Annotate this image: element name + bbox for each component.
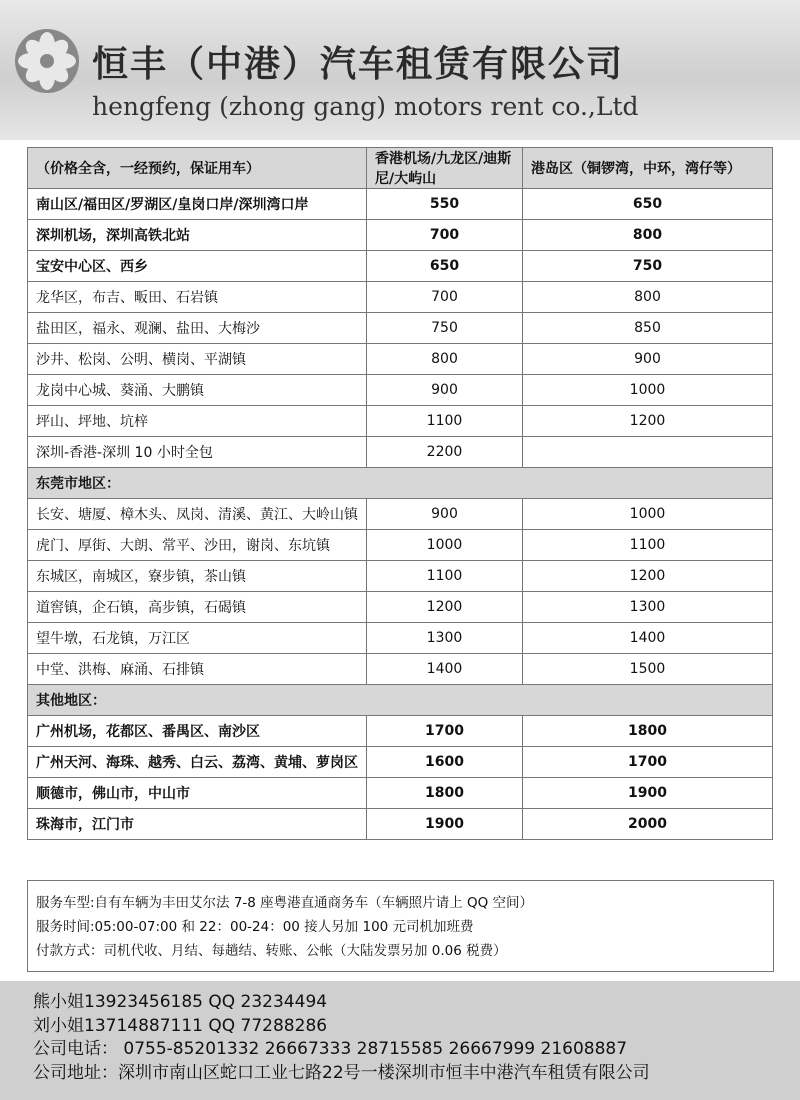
price-cell: 900 <box>523 344 773 375</box>
contact-person-2: 刘小姐13714887111 QQ 77288286 <box>33 1015 328 1036</box>
area-cell: 道窖镇，企石镇，高步镇，石碣镇 <box>28 592 367 623</box>
company-name-en: hengfeng (zhong gang) motors rent co.,Ltd <box>92 92 639 121</box>
company-address: 公司地址：深圳市南山区蛇口工业七路22号一楼深圳市恒丰中港汽车租赁有限公司 <box>33 1062 650 1083</box>
price-cell: 1700 <box>367 716 523 747</box>
table-row <box>28 313 773 344</box>
company-name-cn: 恒丰（中港）汽车租赁有限公司 <box>92 43 625 85</box>
price-cell: 2000 <box>523 809 773 840</box>
price-cell: 800 <box>523 282 773 313</box>
area-cell: 深圳-香港-深圳 10 小时全包 <box>28 437 367 468</box>
column-header-area: （价格全含，一经预约，保证用车） <box>28 148 367 189</box>
price-cell: 1400 <box>523 623 773 654</box>
section-heading: 其他地区： <box>28 685 773 716</box>
note-vehicle: 服务车型:自有车辆为丰田艾尔法 7-8 座粤港直通商务车（车辆照片请上 QQ 空间） <box>36 895 534 911</box>
section-row-other <box>28 685 773 716</box>
price-cell: 750 <box>367 313 523 344</box>
contact-footer <box>0 981 800 1100</box>
table-row <box>28 592 773 623</box>
price-cell: 1200 <box>367 592 523 623</box>
price-cell: 900 <box>367 499 523 530</box>
price-table <box>27 147 773 840</box>
price-cell <box>523 437 773 468</box>
table-row <box>28 809 773 840</box>
section-row-dongguan <box>28 468 773 499</box>
flower-logo-icon <box>14 28 80 94</box>
price-cell: 850 <box>523 313 773 344</box>
area-cell: 深圳机场，深圳高铁北站 <box>28 220 367 251</box>
table-row <box>28 499 773 530</box>
price-cell: 1600 <box>367 747 523 778</box>
price-cell: 1300 <box>367 623 523 654</box>
table-row <box>28 530 773 561</box>
area-cell: 龙华区，布吉、畈田、石岩镇 <box>28 282 367 313</box>
price-cell: 1700 <box>523 747 773 778</box>
price-cell: 550 <box>367 189 523 220</box>
price-cell: 700 <box>367 220 523 251</box>
price-cell: 1900 <box>367 809 523 840</box>
price-cell: 1000 <box>523 499 773 530</box>
area-cell: 宝安中心区、西乡 <box>28 251 367 282</box>
table-row <box>28 282 773 313</box>
price-cell: 1200 <box>523 561 773 592</box>
column-header-hk-airport: 香港机场/九龙区/迪斯尼/大屿山 <box>367 148 523 189</box>
price-cell: 700 <box>367 282 523 313</box>
price-cell: 1800 <box>523 716 773 747</box>
price-cell: 1300 <box>523 592 773 623</box>
area-cell: 盐田区，福永、观澜、盐田、大梅沙 <box>28 313 367 344</box>
table-row <box>28 623 773 654</box>
table-row <box>28 716 773 747</box>
price-cell: 2200 <box>367 437 523 468</box>
area-cell: 龙岗中心城、葵涌、大鹏镇 <box>28 375 367 406</box>
column-header-hk-island: 港岛区（铜锣湾，中环，湾仔等） <box>523 148 773 189</box>
table-row <box>28 437 773 468</box>
area-cell: 顺德市，佛山市，中山市 <box>28 778 367 809</box>
price-cell: 1200 <box>523 406 773 437</box>
price-cell: 900 <box>367 375 523 406</box>
price-cell: 650 <box>523 189 773 220</box>
area-cell: 沙井、松岗、公明、横岗、平湖镇 <box>28 344 367 375</box>
table-row <box>28 406 773 437</box>
table-row <box>28 561 773 592</box>
area-cell: 中堂、洪梅、麻涌、石排镇 <box>28 654 367 685</box>
price-cell: 1100 <box>367 406 523 437</box>
price-cell: 1100 <box>367 561 523 592</box>
table-row <box>28 251 773 282</box>
area-cell: 虎门、厚街、大朗、常平、沙田，谢岗、东坑镇 <box>28 530 367 561</box>
note-hours: 服务时间:05:00-07:00 和 22：00-24：00 接人另加 100 元司机加班费 <box>36 919 474 935</box>
price-cell: 1500 <box>523 654 773 685</box>
table-row <box>28 220 773 251</box>
section-heading: 东莞市地区： <box>28 468 773 499</box>
area-cell: 珠海市，江门市 <box>28 809 367 840</box>
area-cell: 东城区，南城区，寮步镇，茶山镇 <box>28 561 367 592</box>
table-row <box>28 344 773 375</box>
price-cell: 1800 <box>367 778 523 809</box>
table-row <box>28 654 773 685</box>
note-payment: 付款方式：司机代收、月结、每趟结、转账、公帐（大陆发票另加 0.06 税费） <box>36 943 507 959</box>
service-notes <box>27 880 774 972</box>
table-row <box>28 189 773 220</box>
area-cell: 望牛墩，石龙镇，万江区 <box>28 623 367 654</box>
table-row <box>28 375 773 406</box>
price-cell: 650 <box>367 251 523 282</box>
contact-person-1: 熊小姐13923456185 QQ 23234494 <box>33 992 328 1012</box>
price-cell: 800 <box>523 220 773 251</box>
price-cell: 1400 <box>367 654 523 685</box>
price-cell: 1000 <box>367 530 523 561</box>
area-cell: 长安、塘厦、樟木头、凤岗、清溪、黄江、大岭山镇 <box>28 499 367 530</box>
price-cell: 1100 <box>523 530 773 561</box>
price-cell: 800 <box>367 344 523 375</box>
company-phone: 公司电话： 0755-85201332 26667333 28715585 26667999 21608887 <box>33 1039 628 1059</box>
area-cell: 广州天河、海珠、越秀、白云、荔湾、黄埔、萝岗区 <box>28 747 367 778</box>
area-cell: 广州机场，花都区、番禺区、南沙区 <box>28 716 367 747</box>
table-row <box>28 747 773 778</box>
table-row <box>28 778 773 809</box>
area-cell: 坪山、坪地、坑梓 <box>28 406 367 437</box>
area-cell: 南山区/福田区/罗湖区/皇岗口岸/深圳湾口岸 <box>28 189 367 220</box>
table-header-row <box>28 148 773 189</box>
header-banner <box>0 0 800 140</box>
price-cell: 750 <box>523 251 773 282</box>
price-cell: 1000 <box>523 375 773 406</box>
price-cell: 1900 <box>523 778 773 809</box>
